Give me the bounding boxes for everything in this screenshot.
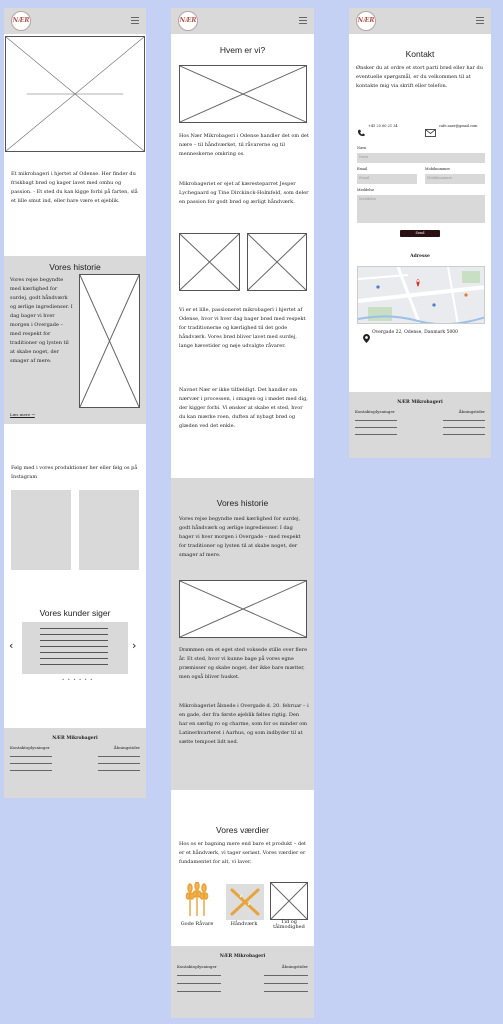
about-screen: [171, 8, 314, 1018]
message-field[interactable]: Meddelse: [357, 195, 485, 223]
hamburger-menu-icon[interactable]: [131, 17, 139, 24]
instagram-post[interactable]: [11, 490, 71, 570]
who-image-placeholder-right: [247, 233, 307, 291]
history-paragraph-3: Mikrobageriet åbnede i Overgade d. 20. februar – i en gade, der fra første øjeblik føltes rigtig. Den har en særlig ro og charme, som for os minder om Latinerkvarteret i Aarhus, og som indbyder til at sætte tempoet lidt ned.: [179, 703, 309, 745]
history-text: Vores rejse begyndte med kærlighed for surdej, godt håndværk og ærlige ingredienser. I dag bager vi hver morgen i Overgade – med respekt for traditioner og lysten til at skabe noget, der smager af mere.: [10, 277, 73, 364]
who-paragraph-4: Navnet Nær er ikke tilfældigt. Det handler om nærvær i processen, i smagen og i mødet med dig, der kigger forbi. Vi ønsker at skabe et sted, hvor du kan mærke roen, duften af nybagt brød og glæden ved det enkle.: [179, 387, 308, 429]
values-title: Vores værdier: [216, 825, 269, 835]
reviews-title: Vores kunder siger: [39, 608, 111, 618]
footer-title: NÆR Mikrobageri: [219, 954, 266, 959]
mail-icon[interactable]: [425, 122, 436, 130]
footer-title: NÆR Mikrobageri: [397, 400, 443, 405]
contact-screen: [349, 8, 491, 458]
email-label: Email: [357, 167, 368, 171]
who-paragraph-1: Hos Nær Mikrobageri i Odense handler det om det nære – til håndværket, til råvarerne og til menneskerne omkring os.: [179, 133, 309, 157]
footer: [4, 728, 146, 798]
footer-hours-label: Åbningstider: [458, 409, 485, 414]
footer-contact-label: Kontaktoplysninger: [10, 745, 50, 750]
footer-title: NÆR Mikrobageri: [52, 736, 98, 741]
address-title: Adresse: [410, 254, 430, 259]
send-button[interactable]: Send: [400, 230, 440, 237]
footer: [349, 392, 491, 458]
value-label-1: Gode Råvare: [180, 921, 214, 927]
footer-hours-label: Åbningstider: [113, 745, 140, 750]
logo[interactable]: NÆR: [178, 11, 198, 31]
logo[interactable]: NÆR: [11, 11, 31, 31]
history-title: Vores historie: [49, 262, 101, 272]
header: [349, 8, 491, 34]
header: [171, 8, 314, 34]
value-image-placeholder: [270, 882, 308, 920]
mobile-label: Mobilnummer: [425, 167, 451, 171]
wheat-icon: [183, 882, 211, 918]
who-image-placeholder: [179, 65, 307, 123]
email-address[interactable]: cafe.naer@gmail.com: [439, 124, 478, 128]
who-image-placeholder-left: [179, 233, 240, 291]
address-text: Overgade 22, Odense, Danmark 5000: [372, 330, 459, 335]
history-paragraph-1: Vores rejse begyndte med kærlighed for surdej, godt håndværk og ærlige ingredienser. I dag bager vi hver morgen i Overgade – med respekt for traditioner og lysten til at skabe noget, der smager af mere.: [179, 516, 301, 558]
history-image-placeholder: [179, 580, 307, 638]
footer-contact-label: Kontaktoplysninger: [177, 964, 217, 969]
history-paragraph-2: Drømmen om et eget sted voksede stille over flere år. Et sted, hvor vi kunne bage på vores egne præmisser og skabe noget, der ikke bare mætter, men også bliver husket.: [179, 647, 308, 680]
phone-number[interactable]: +45 25 60 21 34: [368, 124, 398, 128]
who-paragraph-3: Vi er et lille, passioneret mikrobageri i hjertet af Odense, hvor vi hver dag bager brød med respekt for traditionerne og kærlighed til det gode håndværk. Vores brød bliver lavet med surdej, lange hævetider og nøje udvalgte råvarer.: [179, 307, 306, 349]
intro-text: Et mikrobageri i hjertet af Odense. Her finder du friskbagt brød og kager lavet med omhu og passion. - Et sted du kan kigge forbi på farten, slå et lille smut ind, eller bare være et øjeblik.: [11, 171, 138, 204]
who-paragraph-2: Mikrobageriet er ejet af kæresteparret Jesper Lychegaard og Tine Dirckinck-Holmfeld, som deler en passion for godt brød og ærligt håndværk.: [179, 181, 309, 205]
logo[interactable]: NÆR: [356, 11, 376, 31]
instagram-post[interactable]: [79, 490, 139, 570]
rolling-pin-icon: [226, 884, 264, 920]
values-text: Hos os er bagning mere end bare et produkt – det er et håndværk, vi tager seriøst. Vores værdier er fundamentet for alt, vi laver.: [179, 841, 307, 865]
hero-image-placeholder: [5, 36, 145, 152]
value-label-3: Tid og tålmodighed: [273, 919, 305, 930]
name-field[interactable]: Navn: [357, 153, 485, 163]
history-section: [4, 256, 146, 424]
header: [4, 8, 146, 34]
review-card: [22, 622, 128, 674]
contact-title: Kontakt: [405, 49, 435, 59]
message-label: Meddelse: [357, 188, 375, 192]
contact-text: Ønsker du at ordre et stort parti brød eller har du eventuelle spørgsmål, er du velkommen til at kontakte mig via skrift eller telefon.: [356, 65, 483, 89]
map[interactable]: [357, 266, 485, 324]
footer-hours-label: Åbningstider: [281, 964, 308, 969]
home-screen: [4, 8, 146, 798]
history-image-placeholder: [79, 274, 140, 408]
instagram-text: Følg med i vores produktioner her eller følg os på Instagram: [11, 465, 138, 480]
carousel-next-icon[interactable]: ›: [132, 639, 137, 652]
who-title: Hvem er vi?: [219, 45, 266, 55]
read-more-link[interactable]: Læs mere →: [10, 412, 35, 417]
name-label: Navn: [357, 146, 367, 150]
footer-contact-label: Kontaktoplysninger: [355, 409, 395, 414]
hamburger-menu-icon[interactable]: [299, 17, 307, 24]
history-section: [171, 478, 314, 790]
footer: [171, 946, 314, 1018]
mobile-field[interactable]: Mobilnummer: [425, 174, 485, 184]
phone-icon[interactable]: [357, 122, 365, 130]
hamburger-menu-icon[interactable]: [476, 17, 484, 24]
value-label-2: Håndværk: [230, 921, 258, 927]
email-field[interactable]: Email: [357, 174, 417, 184]
history-title: Vores historie: [216, 498, 269, 508]
location-pin-icon: [363, 328, 370, 337]
carousel-dots[interactable]: • • • • • •: [62, 677, 94, 682]
carousel-prev-icon[interactable]: ‹: [9, 639, 14, 652]
